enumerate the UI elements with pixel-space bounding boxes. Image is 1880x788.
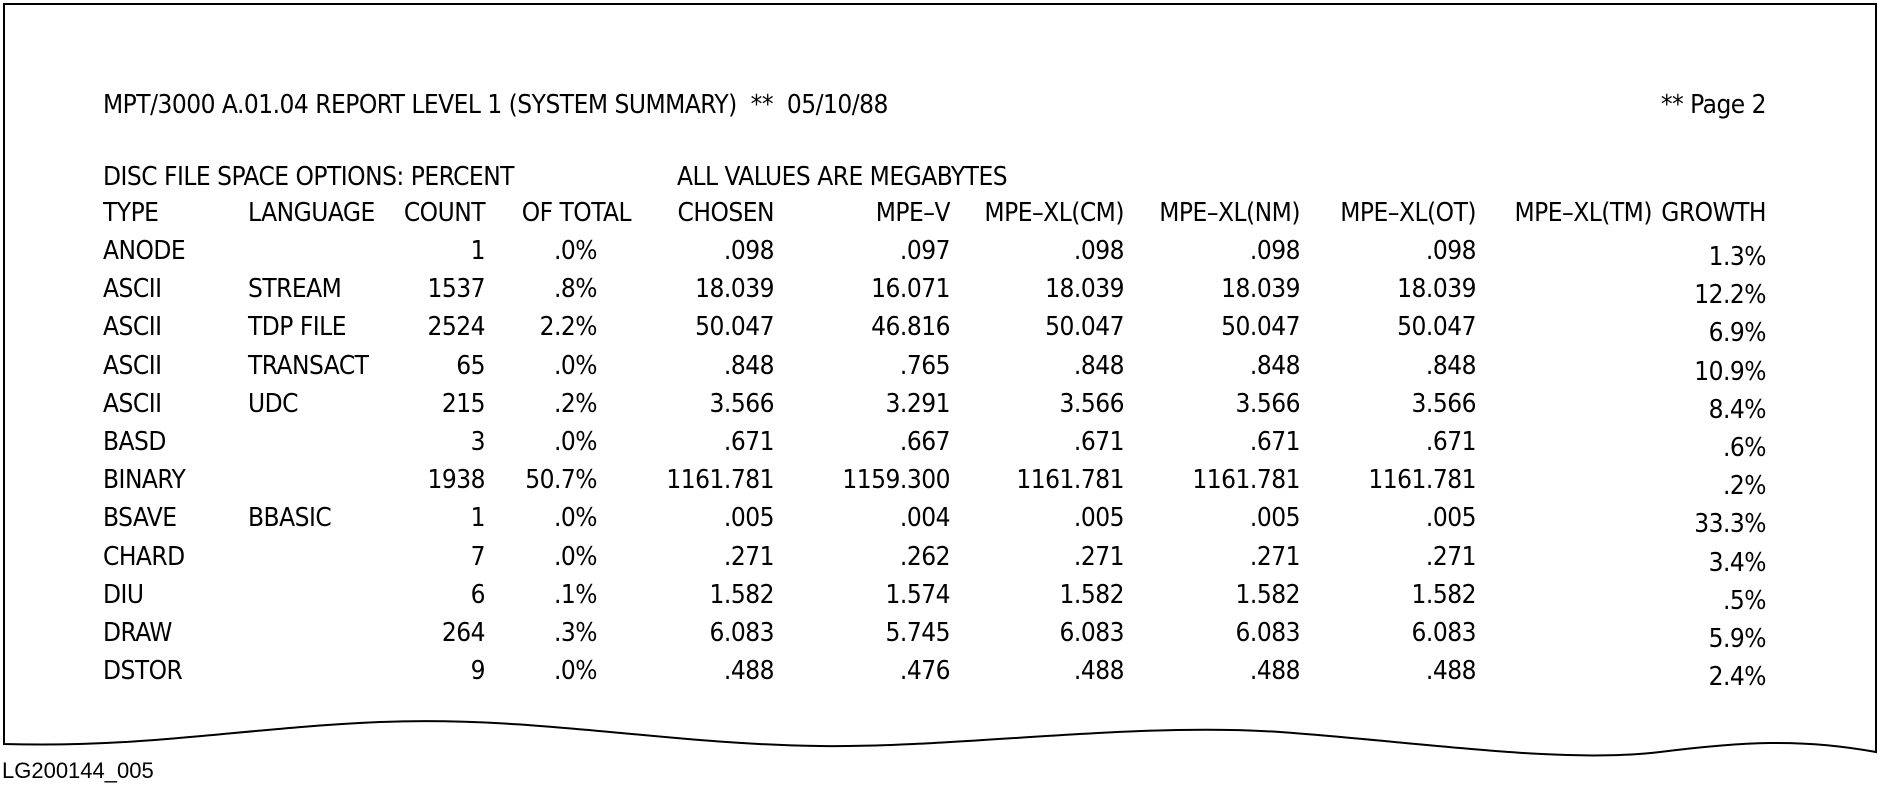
cell-language: STREAM [248, 274, 342, 305]
cell-mpe-xl-nm: 1161.781 [1192, 465, 1300, 496]
cell-of-total: .8% [553, 274, 597, 305]
cell-mpe-xl-cm: .671 [1073, 427, 1124, 457]
cell-mpe-xl-nm: .671 [1249, 427, 1300, 457]
cell-chosen: 18.039 [695, 274, 774, 305]
cell-count: 1 [470, 503, 485, 534]
cell-mpe-xl-cm: .005 [1073, 503, 1124, 534]
cell-type: BINARY [103, 465, 186, 496]
cell-mpe-xl-nm: 6.083 [1235, 618, 1300, 648]
cell-of-total: .0% [553, 427, 597, 457]
cell-mpe-v: .004 [899, 503, 950, 534]
report-title: MPT/3000 A.01.04 REPORT LEVEL 1 (SYSTEM SUMMARY) ** 05/10/88 [103, 90, 888, 120]
cell-of-total: .0% [553, 503, 597, 534]
cell-chosen: 3.566 [709, 388, 774, 419]
cell-chosen: .271 [723, 541, 774, 572]
cell-chosen: .098 [723, 236, 774, 266]
cell-growth: .2% [1722, 471, 1766, 502]
cell-mpe-xl-cm: 6.083 [1059, 618, 1124, 648]
figure-id: LG200144_005 [2, 758, 154, 783]
column-header-of-total: OF TOTAL [521, 198, 631, 228]
column-header-mpe-xl-ot: MPE–XL(OT) [1340, 198, 1476, 228]
cell-chosen: .488 [723, 656, 774, 687]
cell-growth: 2.4% [1708, 662, 1766, 693]
cell-mpe-xl-nm: 3.566 [1235, 388, 1300, 419]
cell-mpe-xl-cm: 18.039 [1045, 274, 1124, 305]
cell-language: UDC [248, 388, 298, 419]
cell-mpe-xl-nm: 1.582 [1235, 579, 1300, 610]
cell-type: ASCII [103, 312, 162, 343]
cell-count: 1938 [427, 465, 485, 496]
cell-growth: 10.9% [1694, 356, 1766, 387]
column-header-growth: GROWTH [1661, 198, 1766, 228]
cell-mpe-xl-ot: .271 [1425, 541, 1476, 572]
cell-of-total: .0% [553, 350, 597, 381]
cell-of-total: .0% [553, 541, 597, 572]
cell-mpe-v: 1159.300 [842, 465, 950, 496]
cell-mpe-xl-cm: .848 [1073, 350, 1124, 381]
cell-chosen: 50.047 [695, 312, 774, 343]
cell-count: 1 [470, 236, 485, 266]
cell-count: 65 [456, 350, 485, 381]
cell-mpe-xl-ot: .488 [1425, 656, 1476, 687]
cell-count: 215 [441, 388, 485, 419]
cell-chosen: .671 [723, 427, 774, 457]
cell-mpe-xl-ot: 1.582 [1411, 579, 1476, 610]
column-header-count: COUNT [403, 198, 485, 228]
cell-mpe-xl-cm: 50.047 [1045, 312, 1124, 343]
cell-chosen: 1.582 [709, 579, 774, 610]
column-header-chosen: CHOSEN [677, 198, 774, 228]
cell-mpe-v: 3.291 [885, 388, 950, 419]
cell-growth: .6% [1722, 433, 1766, 463]
cell-mpe-xl-cm: 1161.781 [1016, 465, 1124, 496]
cell-of-total: .1% [553, 579, 597, 610]
cell-mpe-v: 16.071 [871, 274, 950, 305]
cell-type: CHARD [103, 541, 185, 572]
cell-of-total: .3% [553, 618, 597, 648]
cell-mpe-xl-nm: .271 [1249, 541, 1300, 572]
cell-mpe-v: .765 [899, 350, 950, 381]
page-number: ** Page 2 [1660, 90, 1766, 120]
cell-mpe-xl-cm: .098 [1073, 236, 1124, 266]
cell-chosen: .005 [723, 503, 774, 534]
column-header-mpe-xl-cm: MPE–XL(CM) [984, 198, 1124, 228]
cell-mpe-xl-cm: .271 [1073, 541, 1124, 572]
cell-language: BBASIC [248, 503, 332, 534]
cell-chosen: 6.083 [709, 618, 774, 648]
cell-mpe-v: 5.745 [885, 618, 950, 648]
cell-growth: 1.3% [1708, 242, 1766, 272]
cell-growth: 3.4% [1708, 547, 1766, 578]
cell-mpe-xl-nm: .005 [1249, 503, 1300, 534]
cell-type: ASCII [103, 274, 162, 305]
cell-mpe-xl-nm: 18.039 [1221, 274, 1300, 305]
cell-mpe-xl-ot: 3.566 [1411, 388, 1476, 419]
cell-language: TDP FILE [248, 312, 346, 343]
cell-growth: 33.3% [1694, 509, 1766, 540]
cell-growth: .5% [1722, 585, 1766, 616]
column-header-mpe-v: MPE–V [875, 198, 950, 228]
cell-of-total: 2.2% [539, 312, 597, 343]
cell-mpe-xl-ot: .848 [1425, 350, 1476, 381]
column-header-language: LANGUAGE [248, 198, 375, 228]
cell-mpe-v: 46.816 [871, 312, 950, 343]
cell-mpe-xl-ot: .671 [1425, 427, 1476, 457]
cell-chosen: 1161.781 [666, 465, 774, 496]
cell-count: 6 [470, 579, 485, 610]
cell-type: BSAVE [103, 503, 177, 534]
cell-mpe-xl-ot: 1161.781 [1368, 465, 1476, 496]
cell-count: 9 [470, 656, 485, 687]
cell-type: DRAW [103, 618, 172, 648]
cell-mpe-xl-cm: 1.582 [1059, 579, 1124, 610]
cell-growth: 8.4% [1708, 394, 1766, 425]
cell-count: 264 [441, 618, 485, 648]
cell-growth: 12.2% [1694, 280, 1766, 311]
cell-mpe-v: .667 [899, 427, 950, 457]
cell-mpe-xl-ot: 6.083 [1411, 618, 1476, 648]
cell-mpe-v: 1.574 [885, 579, 950, 610]
cell-mpe-xl-nm: .848 [1249, 350, 1300, 381]
cell-type: ASCII [103, 388, 162, 419]
cell-count: 7 [470, 541, 485, 572]
cell-mpe-xl-nm: .488 [1249, 656, 1300, 687]
cell-mpe-xl-cm: .488 [1073, 656, 1124, 687]
cell-mpe-v: .476 [899, 656, 950, 687]
cell-mpe-xl-ot: 18.039 [1397, 274, 1476, 305]
cell-mpe-v: .097 [899, 236, 950, 266]
cell-growth: 5.9% [1708, 624, 1766, 654]
cell-mpe-xl-nm: 50.047 [1221, 312, 1300, 343]
section-heading-left: DISC FILE SPACE OPTIONS: PERCENT [103, 162, 514, 192]
cell-mpe-v: .262 [899, 541, 950, 572]
column-header-mpe-xl-nm: MPE–XL(NM) [1159, 198, 1300, 228]
cell-mpe-xl-ot: 50.047 [1397, 312, 1476, 343]
cell-type: DIU [103, 579, 144, 610]
cell-of-total: .0% [553, 656, 597, 687]
cell-count: 1537 [427, 274, 485, 305]
cell-mpe-xl-ot: .005 [1425, 503, 1476, 534]
cell-type: BASD [103, 427, 166, 457]
cell-mpe-xl-ot: .098 [1425, 236, 1476, 266]
cell-mpe-xl-nm: .098 [1249, 236, 1300, 266]
cell-of-total: .2% [553, 388, 597, 419]
cell-mpe-xl-cm: 3.566 [1059, 388, 1124, 419]
cell-of-total: .0% [553, 236, 597, 266]
cell-count: 2524 [427, 312, 485, 343]
cell-type: DSTOR [103, 656, 183, 687]
cell-of-total: 50.7% [525, 465, 597, 496]
cell-language: TRANSACT [248, 350, 369, 381]
cell-type: ANODE [103, 236, 186, 266]
column-header-mpe-xl-tm: MPE–XL(TM) [1514, 198, 1652, 228]
cell-growth: 6.9% [1708, 318, 1766, 349]
cell-count: 3 [470, 427, 485, 457]
cell-type: ASCII [103, 350, 162, 381]
section-heading-right: ALL VALUES ARE MEGABYTES [677, 162, 1008, 192]
column-header-type: TYPE [103, 198, 159, 228]
cell-chosen: .848 [723, 350, 774, 381]
